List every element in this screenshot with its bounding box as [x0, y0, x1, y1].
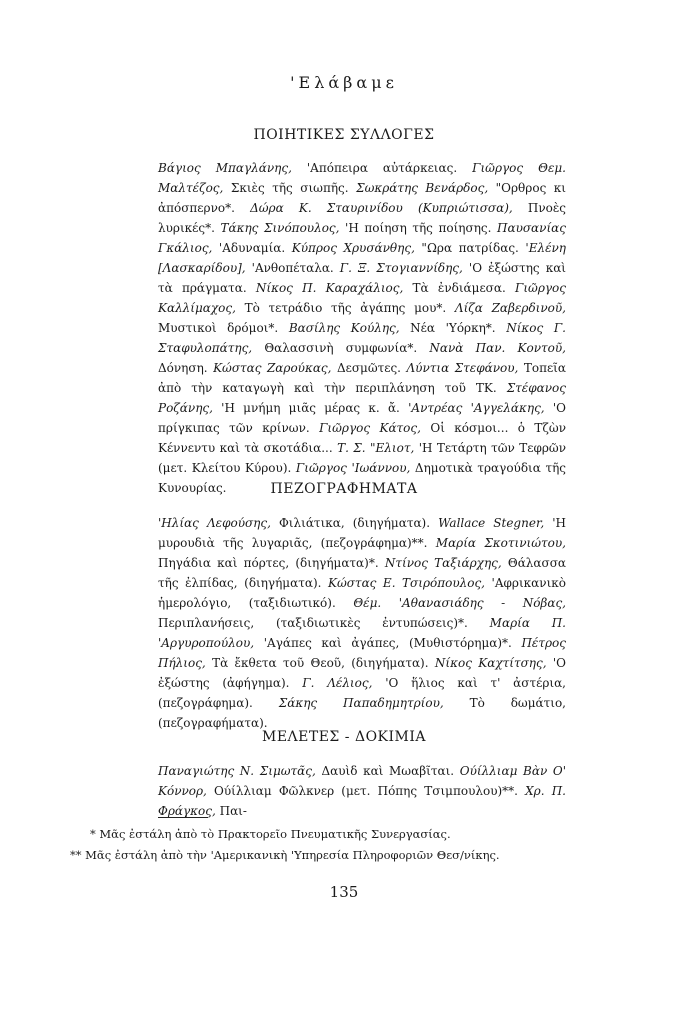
entry-work: 'Αγάπες καὶ ἀγάπες, (Μυθιστόρημα)*. — [254, 636, 522, 650]
footnotes — [70, 824, 570, 866]
entry-work: Θάλασσα τῆς ἐλπίδας, (διηγήματα). — [158, 556, 567, 590]
entry-work: "Ορθρος κι ἀπόσπερνο*. — [158, 181, 566, 215]
section-entries-poetry — [158, 158, 566, 498]
entry-work: Δημοτικὰ τραγούδια τῆς Κυνουρίας. — [158, 461, 567, 495]
entry-author: Στέφανος Ροζάνης, — [158, 381, 566, 415]
entry-author: Γ. Λέλιος, — [302, 676, 373, 690]
entry-author: Γιῶργος Θεμ. Μαλτέζος, — [158, 161, 566, 195]
entry-work: 'Ο ἐξώστης καὶ τὰ πράγματα. — [158, 261, 566, 295]
entry-author: Νίκος Π. Καραχάλιος, — [255, 281, 404, 295]
entry-author: Νίκος Καχτίτσης, — [434, 656, 547, 670]
entry-work: Δεσμῶτες. — [331, 361, 407, 375]
entry-author: 'Αντρέας 'Αγγελάκης, — [408, 401, 545, 415]
entry-author: Τ. Σ. "Ελιοτ, — [337, 441, 415, 455]
section-entries-prose — [158, 513, 566, 733]
entry-work: Περιπλανήσεις, (ταξιδιωτικὲς ἐντυπώσεις)*. — [158, 616, 490, 630]
entry-work: Πηγάδια καὶ πόρτες, (διηγήματα)*. — [158, 556, 385, 570]
entry-work: 'Αφρικανικὸ ἡμερολόγιο, (ταξιδιωτικό). — [158, 576, 566, 610]
entry-work: Τὰ ἐνδιάμεσα. — [403, 281, 515, 295]
entry-author: Βασίλης Κούλης, — [288, 321, 400, 335]
entry-work: Σκιὲς τῆς σιωπῆς. — [223, 181, 357, 195]
entry-work: Τὸ δωμάτιο, (πεζογραφήματα). — [158, 696, 566, 730]
entry-work: 'Ανθοπέταλα. — [245, 261, 340, 275]
entry-work: Πνοὲς λυρικές*. — [158, 201, 566, 235]
entry-author: Λύντια Στεφάνου, — [406, 361, 519, 375]
page-heading: 'Ελάβαμε — [290, 73, 398, 92]
entry-author: Παυσανίας Γκάλιος, — [158, 221, 566, 255]
entry-author: Γ. Ξ. Στογιαννίδης, — [339, 261, 463, 275]
entry-author: Νίκος Γ. Σταφυλοπάτης, — [158, 321, 566, 355]
entry-author: Πέτρος Πήλιος, — [158, 636, 566, 670]
entry-work: Μυστικοὶ δρόμοι*. — [158, 321, 289, 335]
entry-author: Κώστας Ζαρούκας, — [213, 361, 332, 375]
entry-work: Νέα 'Υόρκη*. — [399, 321, 507, 335]
entry-work: 'Η Τετάρτη τῶν Τεφρῶν (μετ. Κλείτου Κύρου). — [158, 441, 567, 475]
entry-work: Φιλιάτικα, (διηγήματα). — [270, 516, 439, 530]
entry-author: Τάκης Σινόπουλος, — [220, 221, 340, 235]
section-title-studies: ΜΕΛΕΤΕΣ - ΔΟΚΙΜΙΑ — [261, 729, 427, 745]
entry-work: Θαλασσινὴ συμφωνία*. — [252, 341, 430, 355]
entry-work: Ούίλλιαμ Φῶλκνερ (μετ. Πόπης Τσιμπουλου)**. — [206, 784, 526, 798]
section-entries-studies — [158, 761, 566, 821]
entry-author: Γιῶργος 'Ιωάννου, — [295, 461, 411, 475]
page-number: 135 — [329, 883, 359, 901]
footnote-rule — [158, 817, 208, 818]
entry-author: 'Ηλίας Λεφούσης, — [158, 516, 271, 530]
footnote-1: * Μᾶς ἐστάλη ἀπὸ τὸ Πρακτορεῖο Πνευματικῆς Συνεργασίας. — [90, 827, 451, 841]
entry-author: Ούίλλιαμ Βὰν Ο' Κόννορ, — [158, 764, 567, 798]
entry-author: Παναγιώτης Ν. Σιμωτᾶς, — [158, 764, 316, 778]
entry-author: Κύπρος Χρυσάνθης, — [291, 241, 415, 255]
section-title-prose: ΠΕΖΟΓΡΑΦΗΜΑΤΑ — [270, 481, 418, 497]
entry-author: Χρ. Π. Φράγκος, — [158, 784, 566, 818]
entry-author: Κώστας Ε. Τσιρόπουλος, — [327, 576, 485, 590]
entry-work: 'Ο πρίγκιπας τῶν κρίνων. — [158, 401, 566, 435]
entry-work: 'Ο ἥλιος καὶ τ' ἀστέρια, (πεζογράφημα). — [158, 676, 566, 710]
entry-author: Γιῶργος Κάτος, — [319, 421, 421, 435]
entry-author: Θέμ. 'Αθανασιάδης - Νόβας, — [353, 596, 566, 610]
entry-author: Σάκης Παπαδημητρίου, — [278, 696, 444, 710]
entry-work: 'Η μνήμη μιᾶς μέρας κ. ἄ. — [212, 401, 409, 415]
entry-author: 'Ελένη [Λασκαρίδου], — [158, 241, 566, 275]
entry-work: 'Αδυναμία. — [212, 241, 292, 255]
entry-work: "Ωρα πατρίδας. — [414, 241, 526, 255]
entry-author: Ντίνος Ταξιάρχης, — [384, 556, 502, 570]
entry-author: Βάγιος Μπαγλάνης, — [158, 161, 292, 175]
entry-work: Τοπεῖα ἀπὸ τὴν καταγωγὴ καὶ τὴν περιπλάνηση τοῦ ΤΚ. — [158, 361, 566, 395]
entry-work: Τὰ ἔκθετα τοῦ Θεοῦ, (διηγήματα). — [205, 656, 435, 670]
entry-author: Νανὰ Παν. Κοντοῦ, — [429, 341, 566, 355]
entry-author: Λίζα Ζαβερδινοῦ, — [454, 301, 566, 315]
entry-work: Οἱ κόσμοι... ὁ Τζὼν Κέννεντυ καὶ τὰ σκοτάδια... — [158, 421, 566, 455]
entry-work: 'Απόπειρα αὐτάρκειας. — [291, 161, 473, 175]
entry-author: Μαρία Π. 'Αργυροπούλου, — [158, 616, 566, 650]
entry-work: Τὸ τετράδιο τῆς ἀγάπης μου*. — [235, 301, 455, 315]
entry-work: 'Η μυρουδιὰ τῆς λυγαριᾶς, (πεζογράφημα)**. — [158, 516, 567, 550]
entry-work: 'Ο ἐξώστης (ἀφήγημα). — [158, 656, 566, 690]
entry-author: Γιῶργος Καλλίμαχος, — [158, 281, 566, 315]
entry-author: Δώρα Κ. Σταυρινίδου (Κυπριώτισσα), — [250, 201, 513, 215]
entry-work: Παι- — [215, 804, 247, 818]
footnote-2: ** Μᾶς ἐστάλη ἀπὸ τὴν 'Αμερικανικὴ 'Υπηρεσία Πληροφοριῶν Θεσ/νίκης. — [70, 848, 500, 862]
section-title-poetry: ΠΟΙΗΤΙΚΕΣ ΣΥΛΛΟΓΕΣ — [253, 127, 435, 143]
entry-work: 'Η ποίηση τῆς ποίησης. — [339, 221, 497, 235]
entry-author: Σωκράτης Βενάρδος, — [356, 181, 489, 195]
entry-work: Δόνηση. — [158, 361, 214, 375]
entry-work: Δαυὶδ καὶ Μωαβῖται. — [315, 764, 460, 778]
entry-author: Μαρία Σκοτινιώτου, — [435, 536, 566, 550]
entry-author: Wallace Stegner, — [438, 516, 545, 530]
